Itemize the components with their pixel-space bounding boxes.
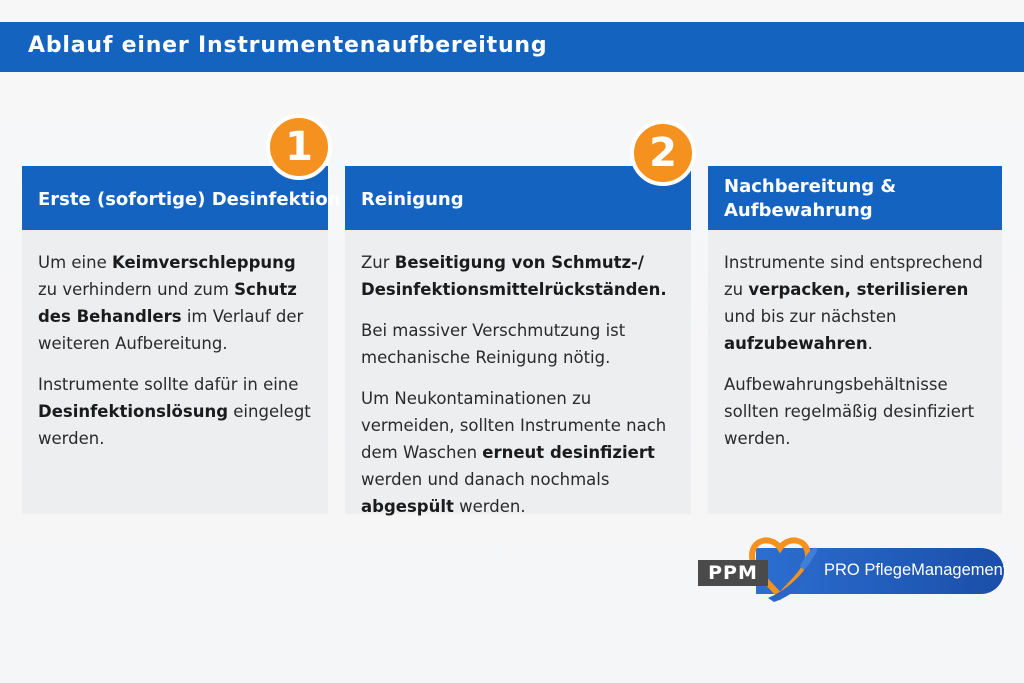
body-text: werden und danach nochmals xyxy=(361,470,610,489)
card-header xyxy=(708,166,1002,230)
emphasis-text: verpacken, sterilisieren xyxy=(748,280,969,299)
body-text: Um Neukontaminationen zu vermeiden, sollten Instrumente nach dem Waschen xyxy=(361,389,667,462)
card-disinfection xyxy=(22,166,341,514)
card-paragraph xyxy=(724,371,992,452)
step-badge-1: 1 xyxy=(266,114,332,180)
title-bar xyxy=(0,22,1024,72)
card-title: Nachbereitung & Aufbewahrung xyxy=(724,176,897,221)
body-text: und bis zur nächsten xyxy=(724,307,897,326)
card-paragraph xyxy=(38,371,318,452)
body-text: Bei massiver Verschmutzung ist mechanische Reinigung nötig. xyxy=(361,321,626,367)
body-text: eingelegt werden. xyxy=(38,402,311,448)
card-paragraph xyxy=(361,317,681,371)
emphasis-text: Schutz des Behandlers xyxy=(38,280,297,326)
body-text: zu verhindern und zum xyxy=(38,280,235,299)
step-badge-2: 2 xyxy=(630,120,696,186)
body-text: Um eine xyxy=(38,253,112,272)
emphasis-text: Keimverschleppung xyxy=(111,253,296,272)
body-text: Instrumente sind entsprechend zu xyxy=(724,253,983,299)
body-text: . xyxy=(867,334,873,353)
body-text: werden. xyxy=(453,497,526,516)
page-title: Ablauf einer Instrumentenaufbereitung xyxy=(28,33,548,58)
emphasis-text: erneut desinfiziert xyxy=(482,443,655,462)
emphasis-text: aufzubewahren xyxy=(724,334,868,353)
logo-company-name: PRO PflegeManagement xyxy=(824,561,1008,579)
emphasis-text: Desinfektionslösung xyxy=(38,402,229,421)
logo-abbreviation: PPM xyxy=(698,560,768,586)
card-title: Reinigung xyxy=(361,189,464,210)
card-cleaning xyxy=(345,166,691,514)
body-text: Aufbewahrungsbehältnisse sollten regelmäßig desinfiziert werden. xyxy=(724,375,975,448)
card-body xyxy=(38,249,318,466)
body-text: Zur xyxy=(361,253,395,272)
ppm-logo xyxy=(696,536,1011,604)
emphasis-text: abgespült xyxy=(361,497,454,516)
card-body xyxy=(361,249,681,534)
body-text: Instrumente sollte dafür in eine xyxy=(38,375,299,394)
card-paragraph xyxy=(361,249,681,303)
emphasis-text: Beseitigung von Schmutz-/ Desinfektionsmittelrückständen. xyxy=(361,253,667,299)
card-paragraph xyxy=(38,249,318,357)
card-paragraph xyxy=(361,385,681,520)
body-text: im Verlauf der weiteren Aufbereitung. xyxy=(38,307,304,353)
card-paragraph xyxy=(724,249,992,357)
card-body xyxy=(724,249,992,466)
card-title: Erste (sofortige) Desinfektion xyxy=(38,189,341,210)
card-storage xyxy=(708,166,1002,514)
